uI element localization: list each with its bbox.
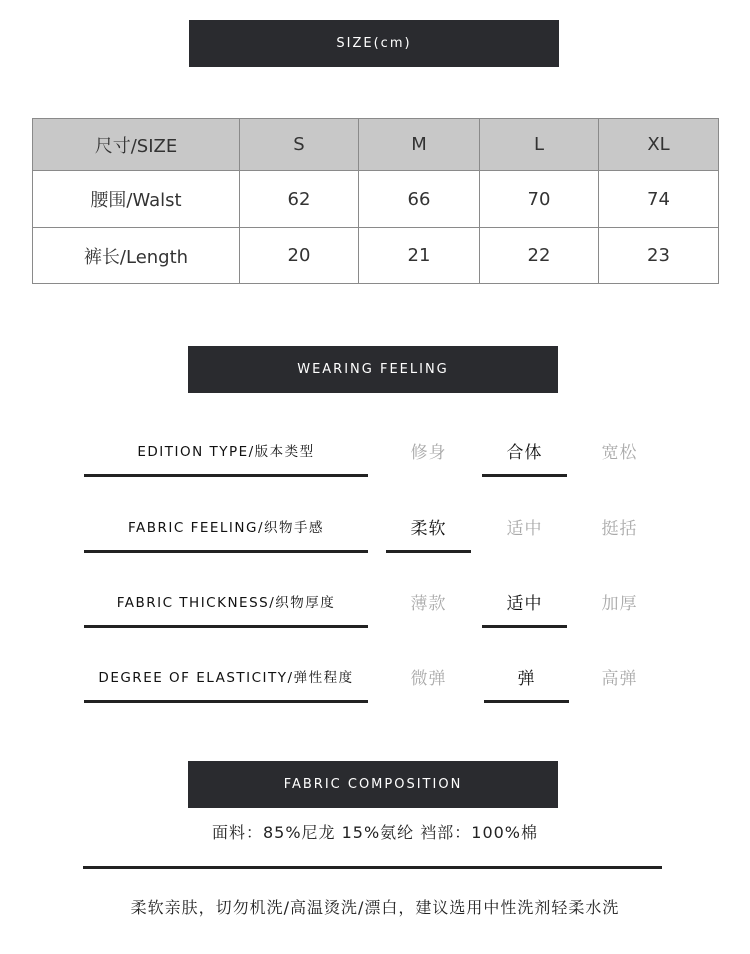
wearing-feeling-banner (188, 346, 558, 393)
size-table-header-label: 尺寸/SIZE (33, 119, 240, 171)
feeling-option: 挺括 (601, 518, 638, 539)
table-cell: 66 (359, 171, 480, 228)
label-underline (84, 550, 368, 553)
composition-text: 面料：85%尼龙 15%氨纶 裆部：100%棉 (211, 823, 539, 842)
feeling-option: 高弹 (601, 668, 638, 689)
row-label-length: 裤长/Length (33, 228, 240, 284)
feeling-label: DEGREE OF ELASTICITY/弹性程度 (98, 670, 354, 686)
feeling-option: 修身 (410, 442, 447, 463)
selected-option-underline (482, 474, 567, 477)
feeling-row-fabric-thickness (0, 580, 750, 640)
table-cell: 22 (480, 228, 599, 284)
size-banner (189, 20, 559, 67)
feeling-option-selected: 柔软 (410, 518, 447, 539)
label-underline (84, 700, 368, 703)
table-cell: 62 (240, 171, 359, 228)
feeling-label: EDITION TYPE/版本类型 (137, 444, 315, 460)
feeling-option: 微弹 (410, 668, 447, 689)
feeling-option: 加厚 (601, 593, 638, 614)
feeling-option: 薄款 (410, 593, 447, 614)
size-table-header-m: M (359, 119, 480, 171)
size-banner-title: SIZE(cm) (336, 36, 412, 51)
fabric-composition-banner-title: FABRIC COMPOSITION (283, 777, 463, 792)
feeling-option-selected: 适中 (506, 593, 543, 614)
label-underline (84, 625, 368, 628)
row-label-waist: 腰围/Walst (33, 171, 240, 228)
feeling-option-selected: 合体 (506, 442, 543, 463)
table-row (33, 171, 719, 228)
wearing-feeling-banner-title: WEARING FEELING (297, 362, 449, 377)
selected-option-underline (484, 700, 569, 703)
size-table (32, 118, 719, 284)
table-cell: 74 (599, 171, 719, 228)
fabric-composition-banner (188, 761, 558, 808)
table-cell: 70 (480, 171, 599, 228)
label-underline (84, 474, 368, 477)
table-row (33, 228, 719, 284)
feeling-label: FABRIC THICKNESS/织物厚度 (116, 595, 336, 611)
feeling-option: 宽松 (601, 442, 638, 463)
table-cell: 23 (599, 228, 719, 284)
table-cell: 20 (240, 228, 359, 284)
table-cell: 21 (359, 228, 480, 284)
selected-option-underline (482, 625, 567, 628)
feeling-option-selected: 弹 (517, 668, 536, 689)
size-table-header-s: S (240, 119, 359, 171)
divider (83, 866, 662, 869)
feeling-row-edition-type (0, 429, 750, 489)
feeling-row-fabric-feeling (0, 505, 750, 565)
care-instructions: 柔软亲肤，切勿机洗/高温烫洗/漂白，建议选用中性洗剂轻柔水洗 (130, 898, 620, 917)
size-table-header-row (33, 119, 719, 171)
size-table-header-l: L (480, 119, 599, 171)
feeling-option: 适中 (506, 518, 543, 539)
feeling-row-elasticity (0, 655, 750, 715)
feeling-label: FABRIC FEELING/织物手感 (127, 520, 325, 536)
size-table-header-xl: XL (599, 119, 719, 171)
selected-option-underline (386, 550, 471, 553)
